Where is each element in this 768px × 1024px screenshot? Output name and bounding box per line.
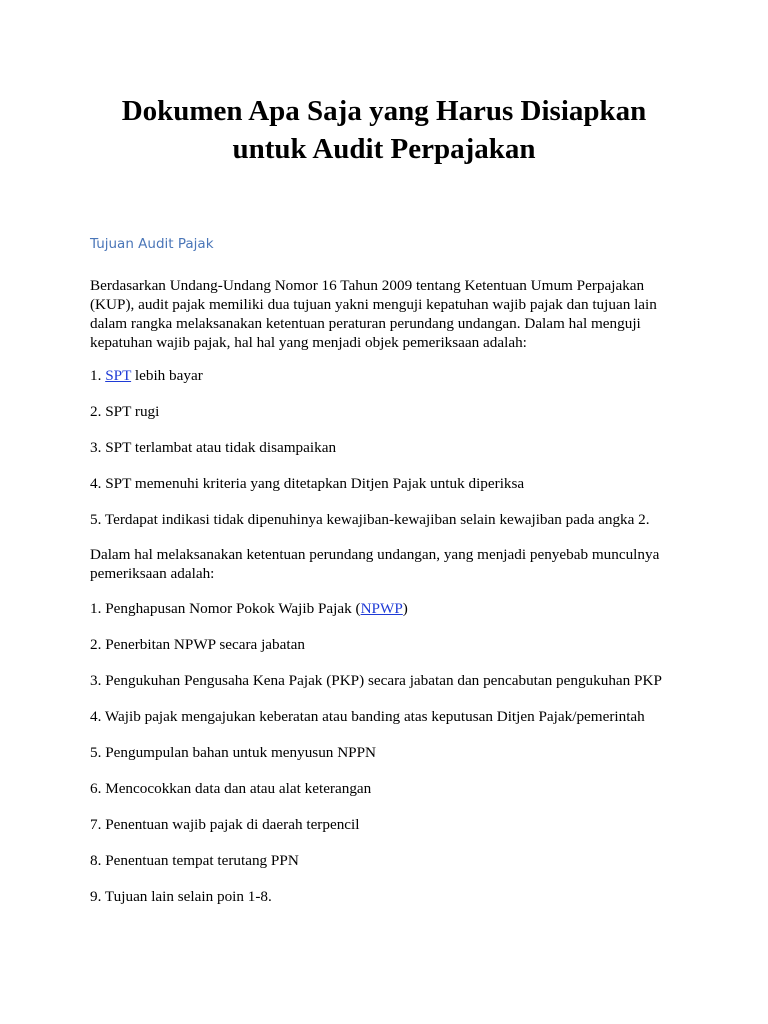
list1-item-5: 5. Terdapat indikasi tidak dipenuhinya kewajiban-kewajiban selain kewajiban pada angka 2. [90, 511, 650, 528]
spt-link[interactable]: SPT [105, 367, 132, 384]
list2-item-2: 2. Penerbitan NPWP secara jabatan [90, 636, 305, 653]
document-title [60, 92, 708, 168]
list2-item-8: 8. Penentuan tempat terutang PPN [90, 852, 299, 869]
list2-item-4: 4. Wajib pajak mengajukan keberatan atau banding atas keputusan Ditjen Pajak/pemerintah [90, 708, 645, 725]
list2-item-3: 3. Pengukuhan Pengusaha Kena Pajak (PKP) secara jabatan dan pencabutan pengukuhan PKP [90, 672, 662, 689]
list2-item-9: 9. Tujuan lain selain poin 1-8. [90, 888, 272, 905]
intro-line-2: (KUP), audit pajak memiliki dua tujuan yakni menguji kepatuhan wajib pajak dan tujuan lain [90, 296, 657, 313]
intro-line-3: dalam rangka melaksanakan ketentuan peraturan perundang undangan. Dalam hal menguji [90, 315, 641, 332]
list2-item-1 [90, 599, 408, 618]
intro-line-4: kepatuhan wajib pajak, hal hal yang menjadi objek pemeriksaan adalah: [90, 334, 527, 351]
list1-item-1-prefix: 1. [90, 367, 106, 384]
list2-item-1-suffix: ) [402, 600, 408, 617]
list2-item-1-prefix: 1. Penghapusan Nomor Pokok Wajib Pajak ( [90, 600, 361, 617]
npwp-link[interactable]: NPWP [360, 600, 403, 617]
list1-item-2: 2. SPT rugi [90, 403, 160, 420]
intro-line-1: Berdasarkan Undang-Undang Nomor 16 Tahun 2009 tentang Ketentuan Umum Perpajakan [90, 277, 645, 294]
list1-item-1 [90, 366, 203, 385]
middle-line-2: pemeriksaan adalah: [90, 565, 215, 582]
title-line-1: Dokumen Apa Saja yang Harus Disiapkan [121, 95, 647, 127]
middle-paragraph [90, 545, 690, 583]
list1-item-3: 3. SPT terlambat atau tidak disampaikan [90, 439, 337, 456]
section-heading: Tujuan Audit Pajak [90, 236, 214, 252]
list2-item-7: 7. Penentuan wajib pajak di daerah terpencil [90, 816, 360, 833]
list1-item-4: 4. SPT memenuhi kriteria yang ditetapkan Ditjen Pajak untuk diperiksa [90, 475, 525, 492]
list2-item-6: 6. Mencocokkan data dan atau alat keterangan [90, 780, 372, 797]
list2-item-5: 5. Pengumpulan bahan untuk menyusun NPPN [90, 744, 377, 761]
title-line-2: untuk Audit Perpajakan [232, 133, 536, 165]
list1-item-1-suffix: lebih bayar [131, 367, 203, 384]
intro-paragraph [90, 276, 690, 352]
middle-line-1: Dalam hal melaksanakan ketentuan perundang undangan, yang menjadi penyebab munculnya [90, 546, 660, 563]
